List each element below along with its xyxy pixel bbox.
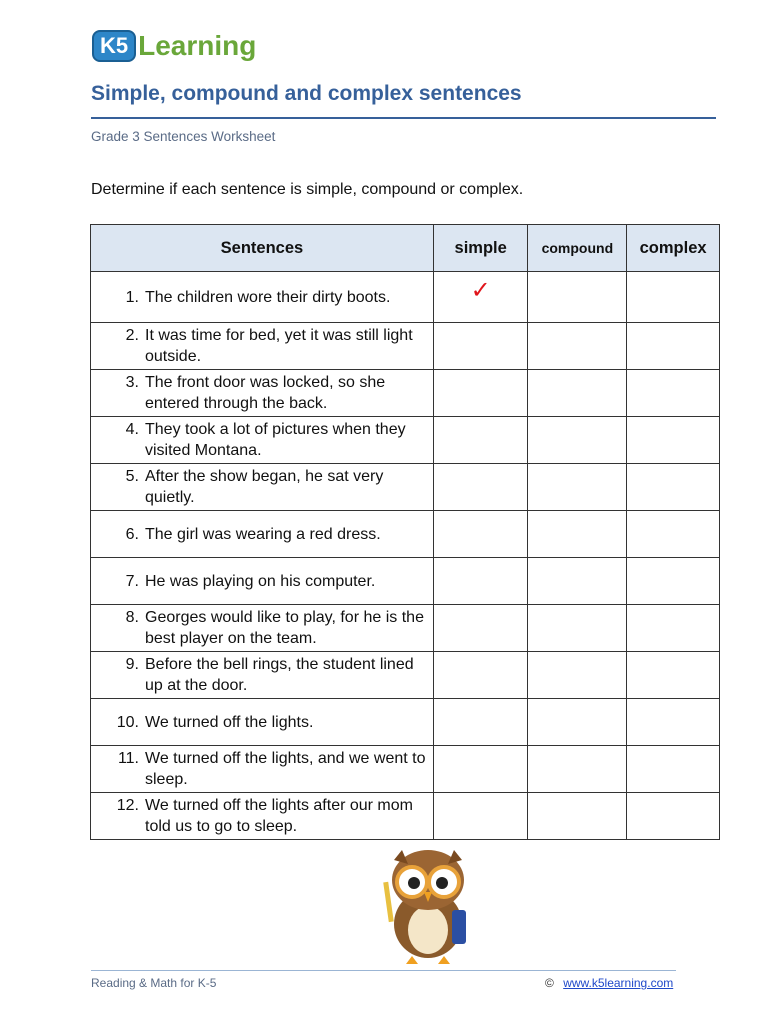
answer-cell-compound[interactable] [528,605,627,652]
table-header-row [91,225,720,272]
sentence-number: 2. [125,327,139,344]
sentence-text: It was time for bed, yet it was still light outside. [145,327,413,365]
table-row [91,652,720,699]
sentence-number: 10. [116,713,139,731]
header-simple: simple [433,225,528,272]
sentence-text: We turned off the lights after our mom told us to go to sleep. [145,797,413,835]
sentence-number: 12. [116,797,139,814]
sentence-cell [91,605,434,652]
answer-cell-simple[interactable] [433,558,528,605]
sentence-number: 4. [125,421,139,438]
answer-cell-complex[interactable] [627,370,720,417]
header-compound: compound [528,225,627,272]
answer-cell-complex[interactable] [627,605,720,652]
sentence-cell [91,652,434,699]
answer-cell-simple[interactable] [433,746,528,793]
answer-cell-compound[interactable] [528,793,627,840]
sentence-number: 9. [125,656,139,673]
answer-cell-compound[interactable] [528,746,627,793]
table-row [91,511,720,558]
logo-k5-badge: K5 [92,30,136,62]
answer-cell-complex[interactable] [627,652,720,699]
table-row [91,464,720,511]
logo-wordmark: Learning [138,30,257,61]
sentence-text: After the show began, he sat very quietly. [145,468,384,506]
checkmark-icon: ✓ [470,277,491,304]
answer-cell-complex[interactable] [627,558,720,605]
answer-cell-compound[interactable] [528,652,627,699]
footer-copyright [545,976,673,990]
table-row [91,272,720,323]
sentence-text: We turned off the lights. [145,713,314,731]
answer-cell-complex[interactable] [627,699,720,746]
sentence-cell [91,370,434,417]
worksheet-table [90,224,720,840]
table-row [91,746,720,793]
sentence-number: 8. [125,609,139,626]
sentence-number: 6. [125,525,139,543]
answer-cell-complex[interactable] [627,417,720,464]
title-divider [91,117,716,119]
sentence-text: The children wore their dirty boots. [145,288,391,306]
sentence-cell [91,272,434,323]
answer-cell-compound[interactable] [528,272,627,323]
page-title: Simple, compound and complex sentences [91,82,522,105]
sentence-cell [91,699,434,746]
answer-cell-simple[interactable] [433,652,528,699]
sentence-text: They took a lot of pictures when they visited Montana. [145,421,406,459]
header-complex: complex [627,225,720,272]
answer-cell-simple[interactable] [433,605,528,652]
sentence-cell [91,793,434,840]
sentence-cell [91,558,434,605]
table-row [91,793,720,840]
answer-cell-simple[interactable] [433,793,528,840]
sentence-text: Before the bell rings, the student lined up at the door. [145,656,414,694]
answer-cell-simple[interactable] [433,464,528,511]
k5-learning-logo [92,30,256,62]
sentence-number: 5. [125,468,139,485]
sentence-text: The girl was wearing a red dress. [145,525,381,543]
answer-cell-compound[interactable] [528,370,627,417]
sentence-text: Georges would like to play, for he is the best player on the team. [145,609,424,647]
table-row [91,699,720,746]
sentence-number: 11. [117,750,139,767]
answer-cell-compound[interactable] [528,323,627,370]
footer-link[interactable]: www.k5learning.com [563,976,674,990]
copyright-symbol: © [545,976,554,990]
sentence-cell [91,511,434,558]
table-row [91,558,720,605]
sentence-number: 1. [125,288,139,306]
answer-cell-compound[interactable] [528,699,627,746]
answer-cell-compound[interactable] [528,464,627,511]
answer-cell-simple[interactable] [433,272,528,323]
sentence-text: We turned off the lights, and we went to sleep. [145,750,426,788]
answer-cell-compound[interactable] [528,558,627,605]
sentence-cell [91,417,434,464]
sentence-cell [91,323,434,370]
answer-cell-complex[interactable] [627,511,720,558]
answer-cell-compound[interactable] [528,417,627,464]
answer-cell-simple[interactable] [433,511,528,558]
answer-cell-simple[interactable] [433,370,528,417]
answer-cell-simple[interactable] [433,699,528,746]
answer-cell-complex[interactable] [627,464,720,511]
sentence-number: 7. [125,572,139,590]
answer-cell-complex[interactable] [627,746,720,793]
answer-cell-simple[interactable] [433,323,528,370]
table-row [91,370,720,417]
header-sentences: Sentences [91,225,434,272]
instructions: Determine if each sentence is simple, compound or complex. [91,181,524,198]
footer-tagline: Reading & Math for K-5 [91,976,217,990]
answer-cell-simple[interactable] [433,417,528,464]
table-row [91,605,720,652]
page-subtitle: Grade 3 Sentences Worksheet [91,129,276,144]
answer-cell-compound[interactable] [528,511,627,558]
sentence-text: He was playing on his computer. [145,572,376,590]
answer-cell-complex[interactable] [627,793,720,840]
answer-cell-complex[interactable] [627,323,720,370]
table-row [91,323,720,370]
footer-divider [91,970,676,971]
owl-icon [372,846,484,964]
table-row [91,417,720,464]
sentence-cell [91,746,434,793]
sentence-text: The front door was locked, so she entered through the back. [145,374,386,412]
answer-cell-complex[interactable] [627,272,720,323]
sentence-cell [91,464,434,511]
sentence-number: 3. [125,374,139,391]
